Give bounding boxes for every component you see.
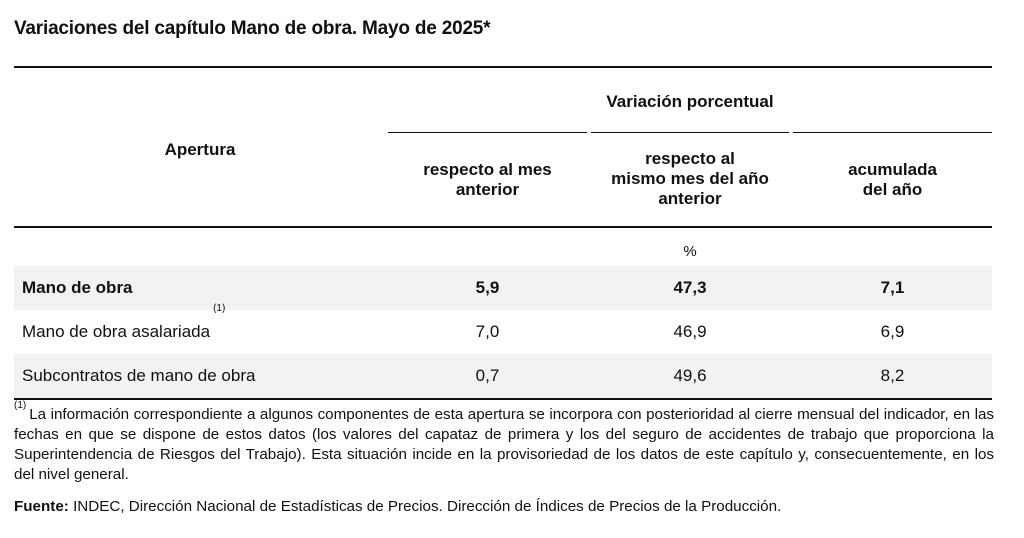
- row-label: Mano de obra: [22, 278, 133, 297]
- source-line: [14, 498, 781, 515]
- group-rule-1: [388, 132, 587, 133]
- footnote-ref: (1): [213, 303, 226, 314]
- footnote-marker: (1): [14, 400, 27, 411]
- header-variacion-porcentual: Variación porcentual: [606, 92, 774, 111]
- group-rule-3: [793, 132, 992, 133]
- value-mes-anterior: 0,7: [475, 366, 500, 385]
- header-bottom-rule: [14, 226, 992, 228]
- header-apertura: Apertura: [164, 140, 236, 159]
- group-rule-2: [591, 132, 789, 133]
- value-acumulada: 8,2: [880, 366, 905, 385]
- unit-label: %: [683, 243, 697, 260]
- value-mes-anterior: 5,9: [475, 278, 500, 297]
- table-title: Variaciones del capítulo Mano de obra. Mayo de 2025*: [14, 18, 491, 39]
- header-col-mes-anterior: respecto al mes anterior: [423, 160, 552, 199]
- value-mismo-mes: 47,3: [673, 278, 707, 297]
- header-col-mismo-mes: respecto al mismo mes del año anterior: [611, 149, 769, 208]
- table-bottom-rule: [14, 398, 992, 400]
- table-row: [14, 354, 992, 398]
- table-row: [14, 303, 992, 354]
- row-label: Subcontratos de mano de obra: [22, 366, 256, 385]
- table-row: [14, 266, 992, 310]
- source-text: INDEC, Dirección Nacional de Estadísticas de Precios. Dirección de Índices de Precios de la Producción.: [68, 498, 782, 515]
- row-label: Mano de obra asalariada$^{(1)}$: [22, 303, 226, 341]
- footnote: [14, 400, 994, 485]
- value-acumulada: 6,9: [880, 322, 905, 341]
- source-label: Fuente:: [14, 498, 69, 515]
- value-mes-anterior: 7,0: [475, 322, 500, 341]
- footnote-text: La información correspondiente a algunos componentes de esta apertura se incorpora con posterioridad al cierre mensual del indicador, en las fechas en que se dispone de estos datos (los valores del capataz de primera y los del seguro de accidentes de trabajo que proporciona la Superintendencia de Riesgos del Trabajo). Esta situación incide en la provisoriedad de los datos de este capítulo y, consecuentemente, en los del nivel general.: [14, 406, 994, 483]
- value-acumulada: 7,1: [880, 278, 905, 297]
- value-mismo-mes: 49,6: [673, 366, 707, 385]
- value-mismo-mes: 46,9: [673, 322, 707, 341]
- top-rule: [14, 66, 992, 68]
- header-col-acumulada: acumulada del año: [848, 160, 937, 199]
